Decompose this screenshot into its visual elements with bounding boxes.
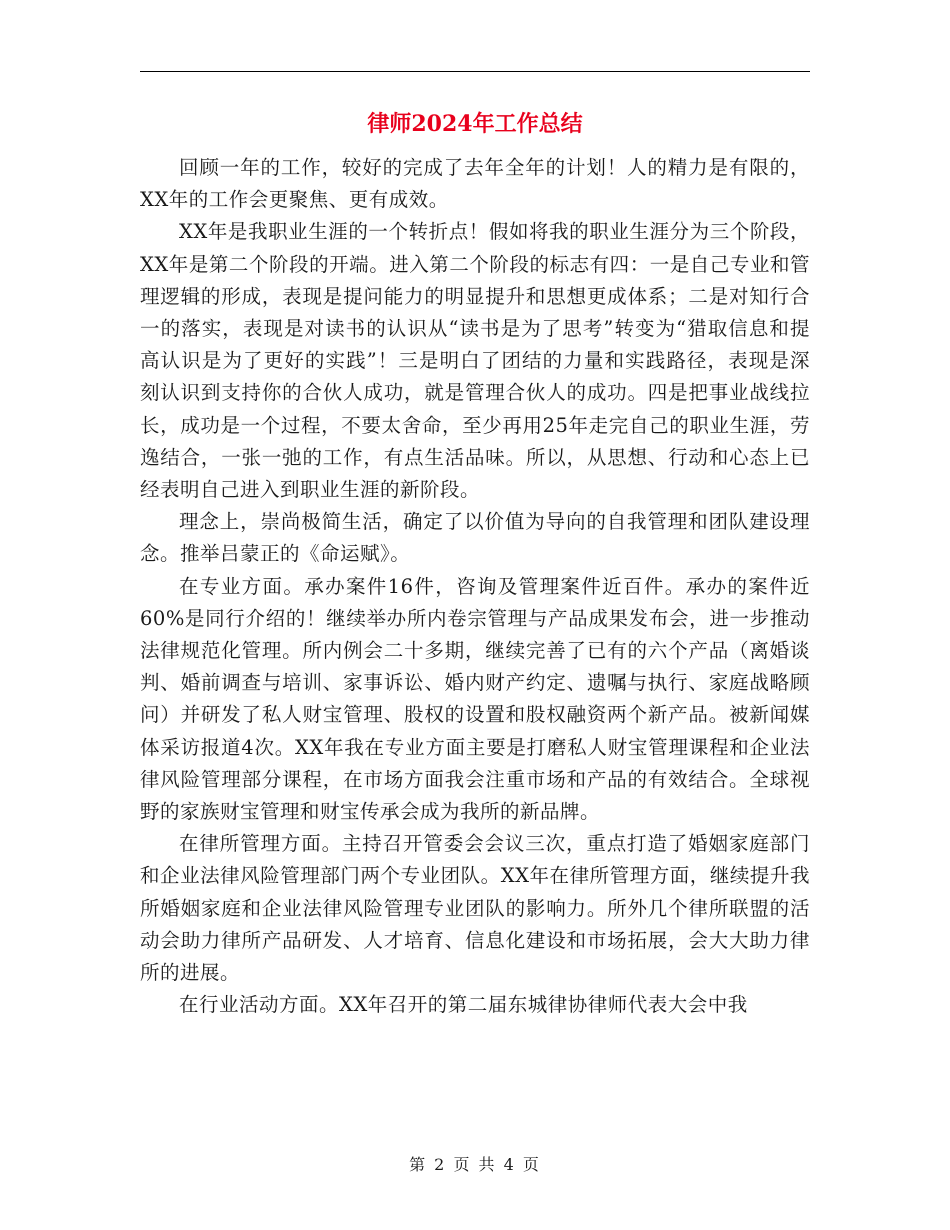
paragraph: 在律所管理方面。主持召开管委会会议三次，重点打造了婚姻家庭部门和企业法律风险管理部门两个专业团队。XX年在律所管理方面，继续提升我所婚姻家庭和企业法律风险管理专业团队的影响力。所外几个律所联盟的活动会助力律所产品研发、人才培育、信息化建设和市场拓展，会大大助力律所的进展。 [140, 832, 810, 985]
paragraph: 在专业方面。承办案件16件，咨询及管理案件近百件。承办的案件近60%是同行介绍的！继续举办所内卷宗管理与产品成果发布会，进一步推动法律规范化管理。所内例会二十多期，继续完善了已有的六个产品（离婚谈判、婚前调查与培训、家事诉讼、婚内财产约定、遗嘱与执行、家庭战略顾问）并研发了私人财宝管理、股权的设置和股权融资两个新产品。被新闻媒体采访报道4次。XX年我在专业方面主要是打磨私人财宝管理课程和企业法律风险管理部分课程，在市场方面我会注重市场和产品的有效结合。全球视野的家族财宝管理和财宝传承会成为我所的新品牌。 [140, 574, 810, 824]
document-body [140, 152, 810, 1021]
paragraph: 回顾一年的工作，较好的完成了去年全年的计划！人的精力是有限的，XX年的工作会更聚焦、更有成效。 [140, 156, 810, 212]
document-title: 律师2024年工作总结 [367, 111, 583, 137]
paragraph: 理念上，崇尚极简生活，确定了以价值为导向的自我管理和团队建设理念。推举吕蒙正的《命运赋》。 [140, 510, 810, 566]
page-number-footer: 第 2 页 共 4 页 [409, 1155, 541, 1174]
paragraph: 在行业活动方面。XX年召开的第二届东城律协律师代表大会中我 [179, 993, 748, 1017]
header-rule [140, 71, 810, 72]
paragraph: XX年是我职业生涯的一个转折点！假如将我的职业生涯分为三个阶段，XX年是第二个阶段的开端。进入第二个阶段的标志有四：一是自己专业和管理逻辑的形成，表现是提问能力的明显提升和思想更成体系；二是对知行合一的落实，表现是对读书的认识从“读书是为了思考”转变为“猎取信息和提高认识是为了更好的实践”！三是明白了团结的力量和实践路径，表现是深刻认识到支持你的合伙人成功，就是管理合伙人的成功。四是把事业战线拉长，成功是一个过程，不要太舍命，至少再用25年走完自己的职业生涯，劳逸结合，一张一弛的工作，有点生活品味。所以，从思想、行动和心态上已经表明自己进入到职业生涯的新阶段。 [140, 220, 810, 502]
